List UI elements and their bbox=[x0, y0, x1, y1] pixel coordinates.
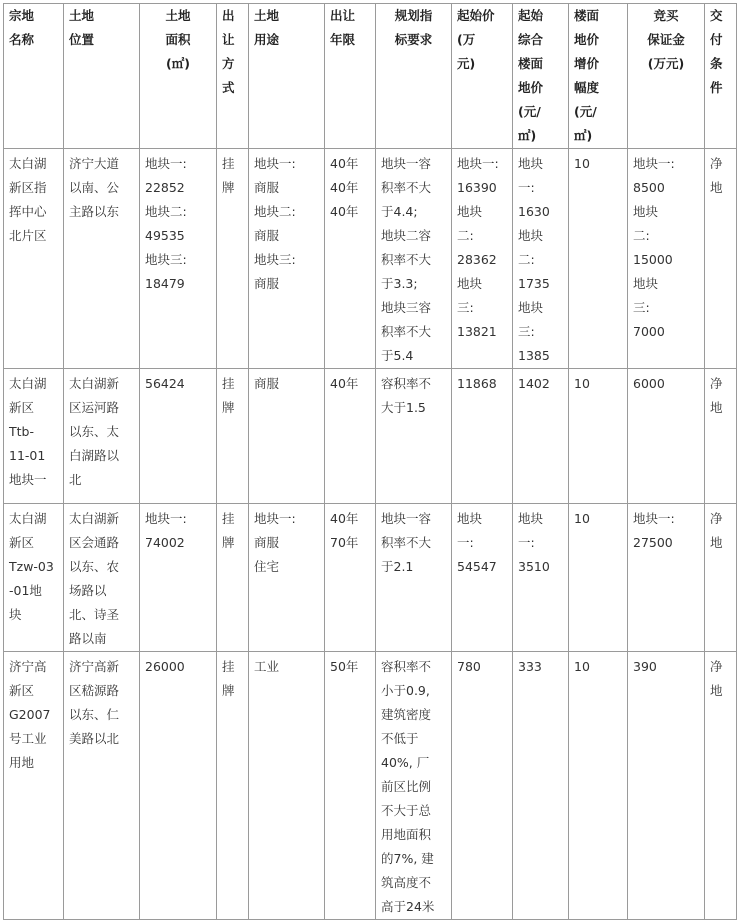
header-location: 土地 位置 bbox=[64, 4, 140, 149]
header-row bbox=[4, 4, 737, 149]
cell-location: 济宁大道 以南、公 主路以东 bbox=[64, 149, 140, 369]
cell-start-price: 11868 bbox=[452, 369, 513, 504]
cell-planning: 容积率不 大于1.5 bbox=[376, 369, 452, 504]
land-auction-table bbox=[3, 3, 737, 920]
cell-area: 26000 bbox=[140, 652, 217, 920]
table-row bbox=[4, 369, 737, 504]
cell-delivery: 净 地 bbox=[705, 504, 737, 652]
cell-land-use: 工业 bbox=[249, 652, 325, 920]
table-row bbox=[4, 149, 737, 369]
header-deposit: 竞买 保证金 (万元) bbox=[628, 4, 705, 149]
header-area: 土地 面积 (㎡) bbox=[140, 4, 217, 149]
cell-term: 50年 bbox=[325, 652, 376, 920]
cell-planning: 地块一容 积率不大 于4.4; 地块二容 积率不大 于3.3; 地块三容 积率不大 于5.4 bbox=[376, 149, 452, 369]
cell-parcel-name: 太白湖 新区指 挥中心 北片区 bbox=[4, 149, 64, 369]
header-term: 出让 年限 bbox=[325, 4, 376, 149]
cell-start-price: 地块一: 16390 地块 二: 28362 地块 三: 13821 bbox=[452, 149, 513, 369]
cell-land-use: 商服 bbox=[249, 369, 325, 504]
cell-increment: 10 bbox=[569, 149, 628, 369]
cell-delivery: 净 地 bbox=[705, 652, 737, 920]
cell-transfer-method: 挂 牌 bbox=[217, 652, 249, 920]
header-planning: 规划指 标要求 bbox=[376, 4, 452, 149]
cell-deposit: 390 bbox=[628, 652, 705, 920]
header-transfer-method: 出 让 方 式 bbox=[217, 4, 249, 149]
cell-parcel-name: 济宁高 新区 G2007 号工业 用地 bbox=[4, 652, 64, 920]
header-delivery: 交 付 条 件 bbox=[705, 4, 737, 149]
cell-parcel-name: 太白湖 新区 Ttb- 11-01 地块一 bbox=[4, 369, 64, 504]
cell-increment: 10 bbox=[569, 504, 628, 652]
cell-term: 40年 70年 bbox=[325, 504, 376, 652]
header-start-price: 起始价 (万 元) bbox=[452, 4, 513, 149]
cell-floor-price: 地块 一: 1630 地块 二: 1735 地块 三: 1385 bbox=[513, 149, 569, 369]
cell-deposit: 地块一: 27500 bbox=[628, 504, 705, 652]
cell-delivery: 净 地 bbox=[705, 369, 737, 504]
cell-area: 地块一: 74002 bbox=[140, 504, 217, 652]
cell-transfer-method: 挂 牌 bbox=[217, 504, 249, 652]
cell-increment: 10 bbox=[569, 369, 628, 504]
cell-increment: 10 bbox=[569, 652, 628, 920]
cell-floor-price: 333 bbox=[513, 652, 569, 920]
cell-deposit: 6000 bbox=[628, 369, 705, 504]
cell-area: 地块一: 22852 地块二: 49535 地块三: 18479 bbox=[140, 149, 217, 369]
table-row bbox=[4, 504, 737, 652]
cell-location: 济宁高新 区嵇源路 以东、仁 美路以北 bbox=[64, 652, 140, 920]
cell-term: 40年 bbox=[325, 369, 376, 504]
cell-planning: 容积率不 小于0.9, 建筑密度 不低于 40%, 厂 前区比例 不大于总 用地面积 的7%, 建 筑高度不 高于24米 bbox=[376, 652, 452, 920]
cell-planning: 地块一容 积率不大 于2.1 bbox=[376, 504, 452, 652]
table-row bbox=[4, 652, 737, 920]
header-increment: 楼面 地价 增价 幅度 (元/ ㎡) bbox=[569, 4, 628, 149]
cell-deposit: 地块一: 8500 地块 二: 15000 地块 三: 7000 bbox=[628, 149, 705, 369]
cell-transfer-method: 挂 牌 bbox=[217, 369, 249, 504]
header-parcel-name: 宗地 名称 bbox=[4, 4, 64, 149]
header-floor-price: 起始 综合 楼面 地价 (元/ ㎡) bbox=[513, 4, 569, 149]
cell-floor-price: 地块 一: 3510 bbox=[513, 504, 569, 652]
header-land-use: 土地 用途 bbox=[249, 4, 325, 149]
cell-start-price: 780 bbox=[452, 652, 513, 920]
cell-land-use: 地块一: 商服 地块二: 商服 地块三: 商服 bbox=[249, 149, 325, 369]
cell-floor-price: 1402 bbox=[513, 369, 569, 504]
cell-location: 太白湖新 区会通路 以东、农 场路以 北、诗圣 路以南 bbox=[64, 504, 140, 652]
cell-delivery: 净 地 bbox=[705, 149, 737, 369]
cell-start-price: 地块 一: 54547 bbox=[452, 504, 513, 652]
cell-area: 56424 bbox=[140, 369, 217, 504]
cell-land-use: 地块一: 商服 住宅 bbox=[249, 504, 325, 652]
cell-location: 太白湖新 区运河路 以东、太 白湖路以 北 bbox=[64, 369, 140, 504]
cell-transfer-method: 挂 牌 bbox=[217, 149, 249, 369]
cell-term: 40年 40年 40年 bbox=[325, 149, 376, 369]
cell-parcel-name: 太白湖 新区 Tzw-03 -01地 块 bbox=[4, 504, 64, 652]
